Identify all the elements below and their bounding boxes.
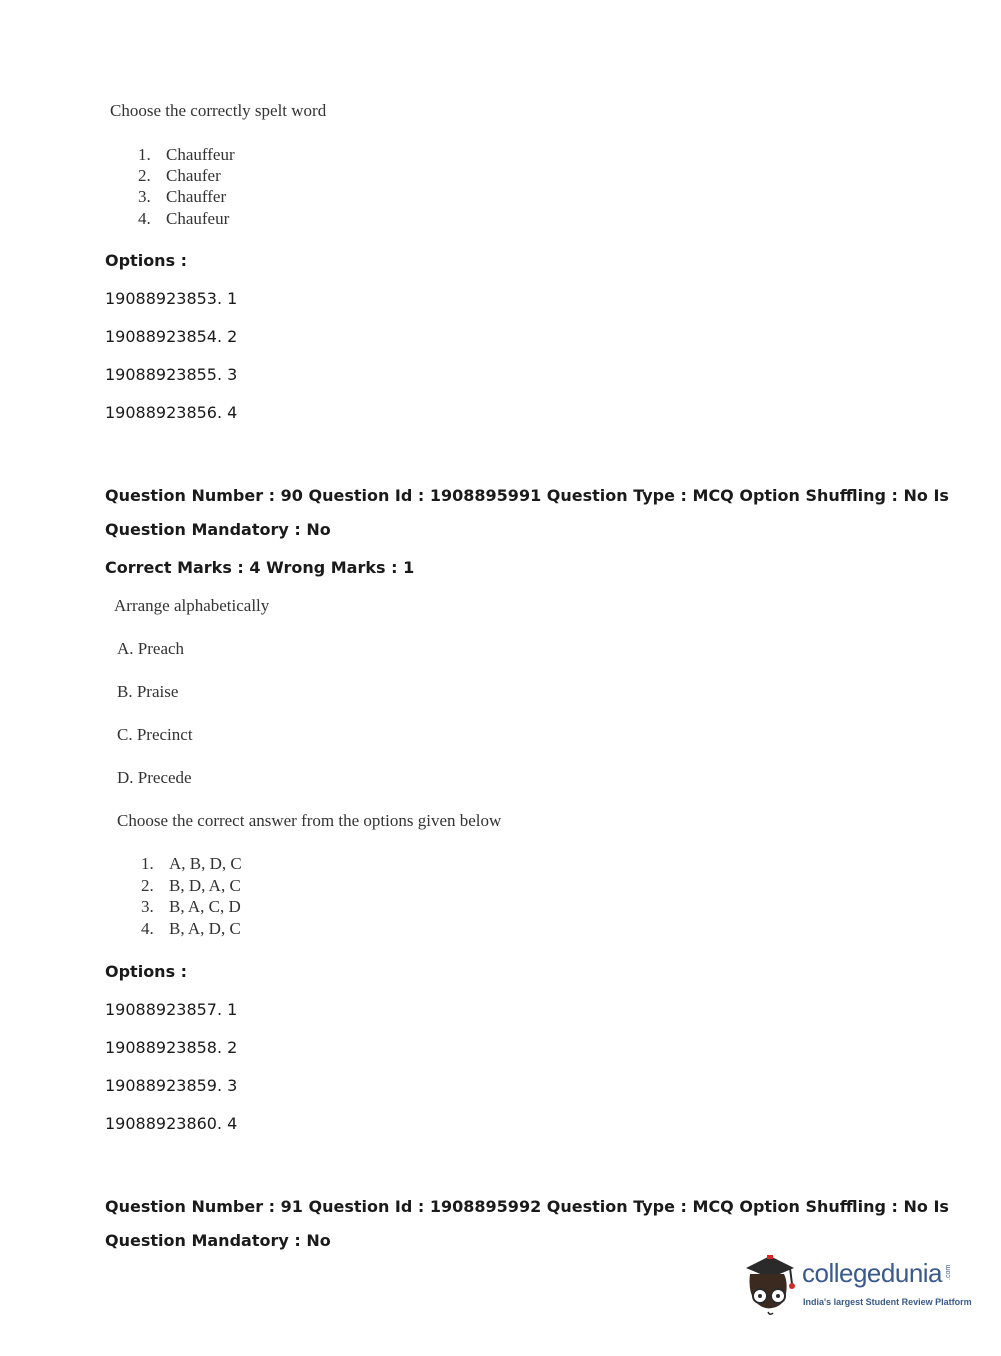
choice-number: 1. — [138, 145, 151, 164]
option-item: 19088923856. 4 — [105, 403, 238, 422]
choice-text: Chauffeur — [166, 145, 235, 164]
list-item: C. Precinct — [117, 725, 193, 744]
choice-item — [141, 897, 241, 917]
options-label: Options : — [105, 251, 188, 270]
choice-number: 2. — [141, 876, 154, 895]
choice-text: B, A, D, C — [169, 919, 241, 938]
logo-wordmark: collegedunia — [802, 1258, 943, 1288]
question-header: Question Number : 90 Question Id : 1908895991 Question Type : MCQ Option Shuffling : No Is — [105, 486, 949, 505]
choice-number: 2. — [138, 166, 151, 185]
choice-item — [141, 919, 241, 939]
list-item: B. Praise — [117, 682, 179, 701]
choice-number: 1. — [141, 854, 154, 873]
choice-number: 3. — [138, 187, 151, 206]
choice-item — [138, 187, 226, 207]
choice-text: Chauffer — [166, 187, 227, 206]
mascot-icon — [740, 1250, 800, 1316]
choice-item — [138, 166, 221, 186]
choice-text: Chaufeur — [166, 209, 230, 228]
option-item: 19088923854. 2 — [105, 327, 238, 346]
choice-number: 3. — [141, 897, 154, 916]
choice-text: B, D, A, C — [169, 876, 241, 895]
logo-tagline: India's largest Student Review Platform — [803, 1297, 972, 1307]
list-item: D. Precede — [117, 768, 192, 787]
question-header-cont: Question Mandatory : No — [105, 1231, 331, 1250]
choice-number: 4. — [141, 919, 154, 938]
question-header: Question Number : 91 Question Id : 1908895992 Question Type : MCQ Option Shuffling : No Is — [105, 1197, 949, 1216]
options-label: Options : — [105, 962, 188, 981]
list-item: A. Preach — [117, 639, 185, 658]
question-instruction: Choose the correct answer from the options given below — [117, 811, 502, 830]
question-prompt: Choose the correctly spelt word — [110, 101, 327, 120]
collegedunia-logo — [740, 1250, 970, 1320]
option-item: 19088923855. 3 — [105, 365, 238, 384]
question-header-cont: Question Mandatory : No — [105, 520, 331, 539]
option-item: 19088923860. 4 — [105, 1114, 238, 1133]
option-item: 19088923859. 3 — [105, 1076, 238, 1095]
choice-text: Chaufer — [166, 166, 221, 185]
option-item: 19088923853. 1 — [105, 289, 238, 308]
option-item: 19088923858. 2 — [105, 1038, 238, 1057]
choice-item — [141, 876, 241, 896]
option-item: 19088923857. 1 — [105, 1000, 238, 1019]
choice-text: B, A, C, D — [169, 897, 241, 916]
logo-suffix: .com — [945, 1264, 952, 1280]
choice-item — [141, 854, 242, 874]
choice-text: A, B, D, C — [169, 854, 242, 873]
choice-item — [138, 209, 229, 229]
question-marks: Correct Marks : 4 Wrong Marks : 1 — [105, 558, 415, 577]
choice-item — [138, 145, 235, 165]
question-prompt: Arrange alphabetically — [114, 596, 270, 615]
choice-number: 4. — [138, 209, 151, 228]
